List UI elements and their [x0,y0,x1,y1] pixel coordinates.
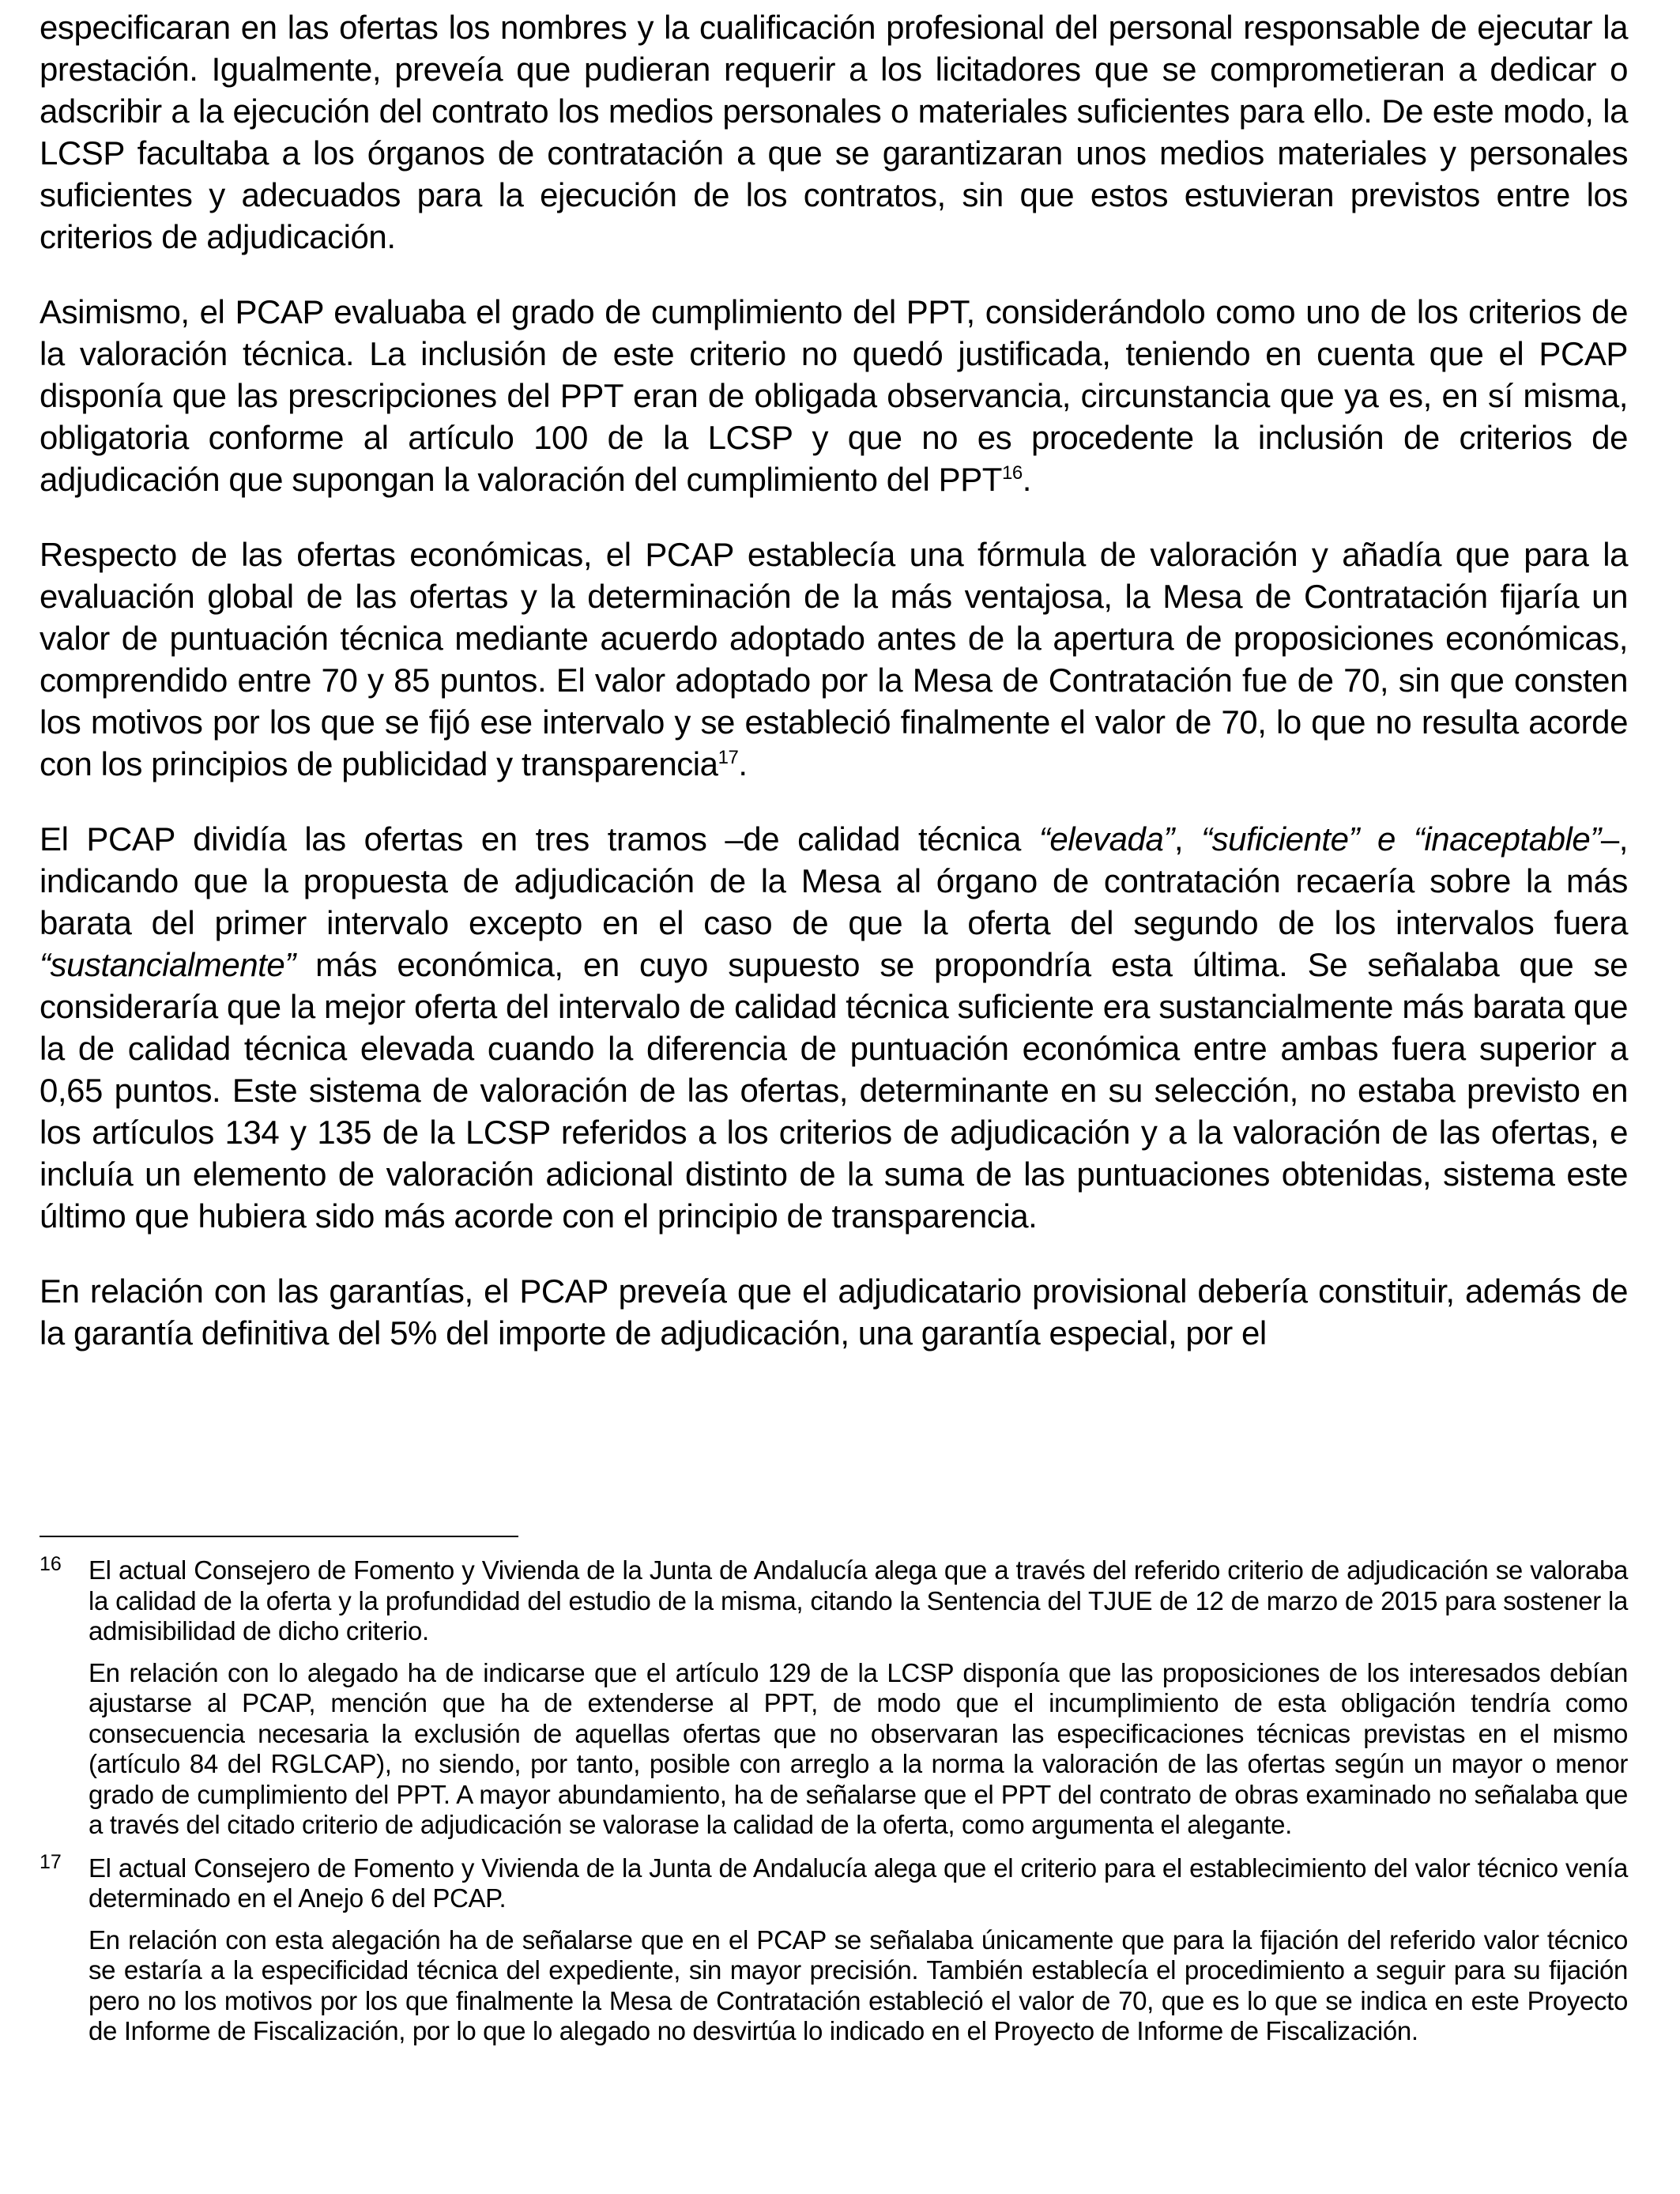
paragraph-4 [40,818,1628,1237]
paragraph-4-text-a: El PCAP dividía las ofertas en tres tramos –de calidad técnica [40,820,1039,858]
footnote-ref-16[interactable]: 16 [1001,462,1023,484]
footnotes [40,1555,1628,2060]
footnote-paragraph: En relación con lo alegado ha de indicarse que el artículo 129 de la LCSP disponía que las proposiciones de los interesados debían ajustarse al PCAP, mención que ha de extenderse al PPT, de modo que el incumplimiento de esta obligación tendría como consecuencia necesaria la exclusión de aquellas ofertas que no observaran las especificaciones técnicas previstas en el mismo (artículo 84 del RGLCAP), no siendo, por tanto, posible con arreglo a la norma la valoración de las ofertas según un mayor o menor grado de cumplimiento del PPT. A mayor abundamiento, ha de señalarse que el PPT del contrato de obras examinado no señalaba que a través del citado criterio de adjudicación se valorase la calidad de la oferta, como argumenta el alegante. [89,1657,1628,1839]
paragraph-5-text: En relación con las garantías, el PCAP preveía que el adjudicatario provisional debería constituir, además de la garantía definitiva del 5% del importe de adjudicación, una garantía especial, por el [40,1272,1628,1351]
paragraph-4-text-c: –, indicando que la propuesta de adjudicación de la Mesa al órgano de contratación recaería sobre la más barata del primer intervalo excepto en el caso de que la oferta del segundo de los intervalos fuera [40,820,1628,941]
footnote-paragraph: En relación con esta alegación ha de señalarse que en el PCAP se señalaba únicamente que para la fijación del referido valor técnico se estaría a la especificidad técnica del expediente, sin mayor precisión. También establecía el procedimiento a seguir para su fijación pero no los motivos por los que finalmente la Mesa de Contratación estableció el valor de 70, que es lo que se indica en este Proyecto de Informe de Fiscalización, por lo que lo alegado no desvirtúa lo indicado en el Proyecto de Informe de Fiscalización. [89,1924,1628,2045]
footnote-paragraph: El actual Consejero de Fomento y Vivienda de la Junta de Andalucía alega que a través del referido criterio de adjudicación se valoraba la calidad de la oferta y la profundidad del estudio de la misma, citando la Sentencia del TJUE de 12 de marzo de 2015 para sostener la admisibilidad de dicho criterio. [89,1555,1628,1646]
paragraph-4-text-d: más económica, en cuyo supuesto se propondría esta última. Se señalaba que se consideraría que la mejor oferta del intervalo de calidad técnica suficiente era sustancialmente más barata que la de calidad técnica elevada cuando la diferencia de puntuación económica entre ambas fuera superior a 0,65 puntos. Este sistema de valoración de las ofertas, determinante en su selección, no estaba previsto en los artículos 134 y 135 de la LCSP referidos a los criterios de adjudicación y a la valoración de las ofertas, e incluía un elemento de valoración adicional distinto de la suma de las puntuaciones obtenidas, sistema este último que hubiera sido más acorde con el principio de transparencia. [40,946,1628,1235]
paragraph-2 [40,291,1628,500]
paragraph-2-text: Asimismo, el PCAP evaluaba el grado de cumplimiento del PPT, considerándolo como uno de los criterios de la valoración técnica. La inclusión de este criterio no quedó justificada, teniendo en cuenta que el PCAP disponía que las prescripciones del PPT eran de obligada observancia, circunstancia que ya es, en sí misma, obligatoria conforme al artículo 100 de la LCSP y que no es procedente la inclusión de criterios de adjudicación que supongan la valoración del cumplimiento del PPT [40,293,1628,498]
document-body [40,0,1628,1354]
footnote-paragraph: El actual Consejero de Fomento y Vivienda de la Junta de Andalucía alega que el criterio para el establecimiento del valor técnico venía determinado en el Anejo 6 del PCAP. [89,1853,1628,1913]
paragraph-5 [40,1270,1628,1354]
italic-sustancialmente: “sustancialmente” [40,946,296,983]
paragraph-3 [40,533,1628,785]
footnote-separator [40,1536,518,1537]
paragraph-1-text: especificaran en las ofertas los nombres y la cualificación profesional del personal responsable de ejecutar la prestación. Igualmente, preveía que pudieran requerir a los licitadores que se comprometieran a dedicar o adscribir a la ejecución del contrato los medios personales o materiales suficientes para ello. De este modo, la LCSP facultaba a los órganos de contratación a que se garantizaran unos medios materiales y personales suficientes y adecuados para la ejecución de los contratos, sin que estos estuvieran previstos entre los criterios de adjudicación. [40,9,1628,255]
paragraph-4-text-b: , [1173,820,1202,858]
footnote-number: 17 [40,1850,62,1873]
paragraph-3-text: Respecto de las ofertas económicas, el PCAP establecía una fórmula de valoración y añadía que para la evaluación global de las ofertas y la determinación de la más ventajosa, la Mesa de Contratación fijaría un valor de puntuación técnica mediante acuerdo adoptado antes de la apertura de proposiciones económicas, comprendido entre 70 y 85 puntos. El valor adoptado por la Mesa de Contratación fue de 70, sin que consten los motivos por los que se fijó ese intervalo y se estableció finalmente el valor de 70, lo que no resulta acorde con los principios de publicidad y transparencia [40,536,1628,782]
footnote-number: 16 [40,1553,62,1575]
paragraph-3-end: . [738,745,748,782]
paragraph-2-end: . [1022,461,1032,498]
footnote-16 [40,1555,1628,1841]
italic-elevada: “elevada” [1038,820,1174,858]
paragraph-1 [40,6,1628,258]
footnote-ref-17[interactable]: 17 [718,747,739,768]
italic-suficiente-inaceptable: “suficiente” e “inaceptable” [1201,820,1601,858]
footnote-17 [40,1850,1628,2047]
